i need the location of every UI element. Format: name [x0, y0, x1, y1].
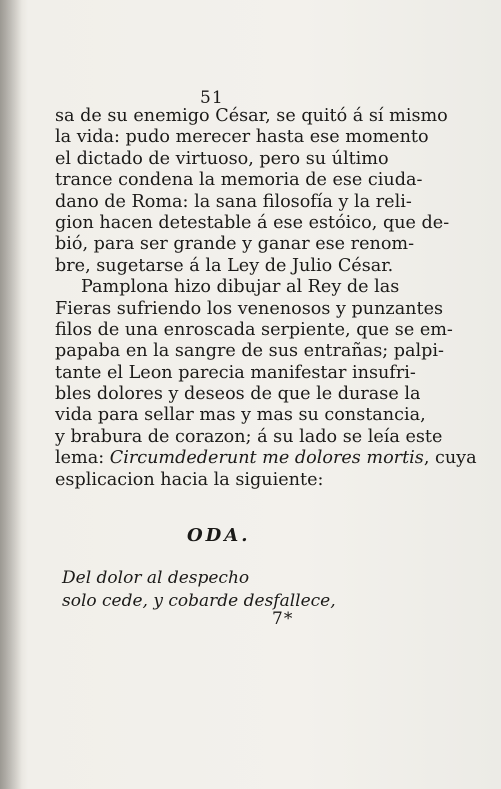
verse-line: solo cede, y cobarde desfallece, — [62, 591, 336, 611]
text-line: Fieras sufriendo los venenosos y punzantes — [55, 298, 444, 319]
text-line: bió, para ser grande y ganar ese renom- — [55, 234, 415, 255]
text-line: Pamplona hizo dibujar al Rey de las — [81, 277, 400, 298]
text-line: la vida: pudo merecer hasta ese momento — [55, 127, 429, 148]
text-line: dano de Roma: la sana filosofía y la reli- — [55, 191, 412, 212]
lema-suffix: , cuya — [423, 448, 477, 469]
text-line: bles dolores y deseos de que le durase la — [55, 384, 421, 405]
lema-quote: Circumdederunt me dolores mortis — [109, 448, 424, 469]
lema-line — [55, 448, 477, 469]
text-line: esplicacion hacia la siguiente: — [55, 469, 324, 490]
text-line: gion hacen detestable á ese estóico, que de- — [55, 212, 450, 233]
text-line: tante el Leon parecia manifestar insufri- — [55, 362, 416, 383]
text-line: y brabura de corazon; á su lado se leía este — [55, 426, 443, 447]
text-line: el dictado de virtuoso, pero su último — [55, 148, 389, 169]
text-line: sa de su enemigo César, se quitó á sí mismo — [55, 106, 448, 126]
text-line: bre, sugetarse á la Ley de Julio César. — [55, 255, 394, 276]
ode-verses — [62, 567, 336, 613]
text-line: trance condena la memoria de ese ciuda- — [55, 170, 423, 191]
body-text — [55, 106, 477, 491]
text-line: vida para sellar mas y mas su constancia, — [55, 405, 426, 426]
signature-mark: 7* — [272, 609, 294, 629]
verse-line: Del dolor al despecho — [62, 568, 250, 588]
text-line: filos de una enroscada serpiente, que se em- — [55, 319, 453, 340]
ode-title: ODA. — [187, 525, 251, 546]
page-number: 51 — [200, 88, 224, 108]
lema-prefix: lema: — [55, 448, 110, 469]
gutter-shadow — [0, 0, 22, 789]
text-line: papaba en la sangre de sus entrañas; palpi- — [55, 341, 444, 362]
